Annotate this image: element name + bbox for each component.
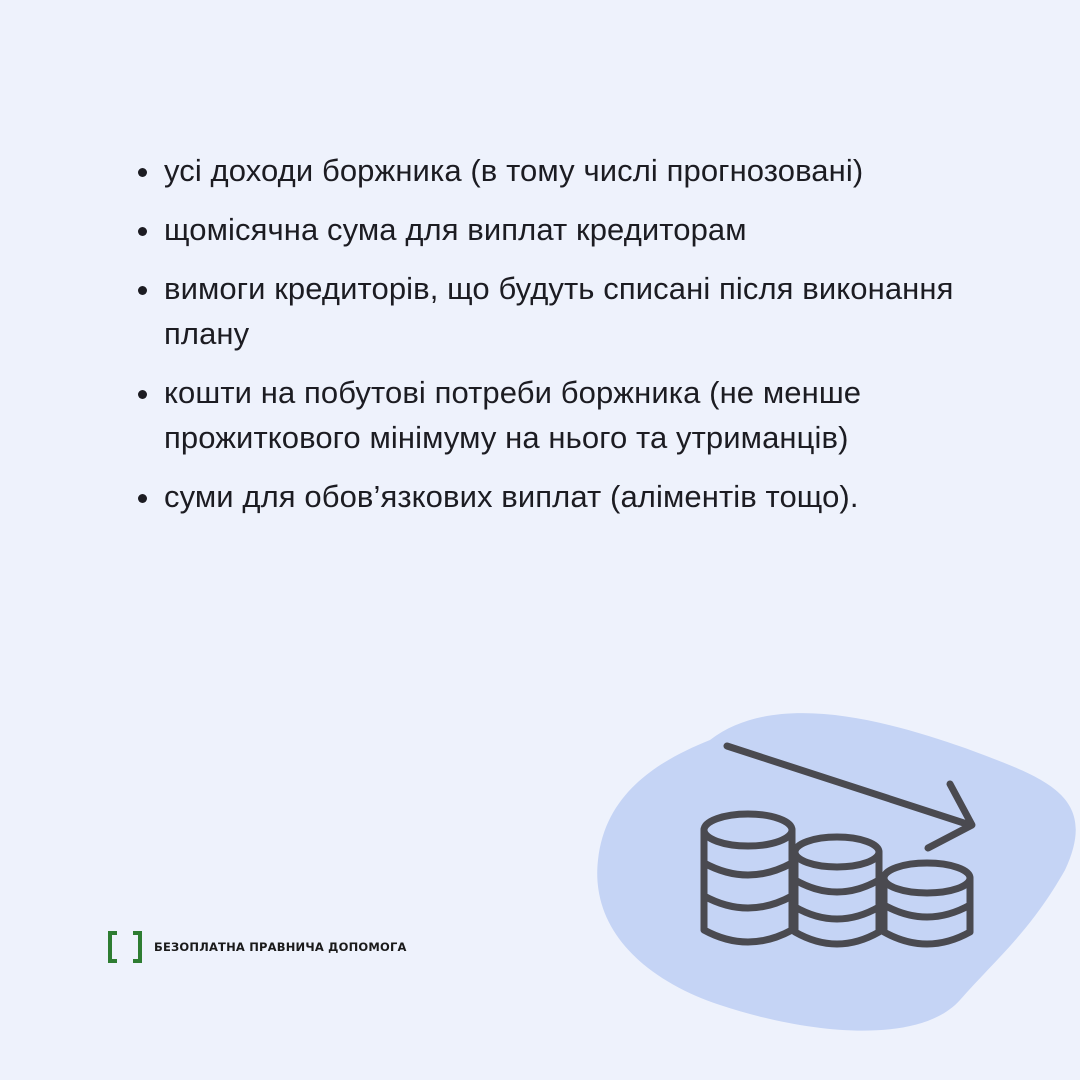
list-item xyxy=(138,148,998,193)
logo-text: БЕЗОПЛАТНА ПРАВНИЧА ДОПОМОГА xyxy=(154,940,407,954)
bullet-dot-icon xyxy=(138,390,147,399)
list-item-text: кошти на побутові потреби боржника (не менше прожиткового мінімуму на нього та утриманців) xyxy=(164,375,862,455)
list-item-text: усі доходи боржника (в тому числі прогнозовані) xyxy=(164,153,864,188)
free-legal-aid-logo xyxy=(108,931,407,963)
bracket-logo-icon xyxy=(108,931,142,963)
list-item xyxy=(138,370,998,460)
list-item xyxy=(138,474,998,519)
list-item xyxy=(138,266,998,356)
bullet-dot-icon xyxy=(138,286,147,295)
list-item-text: щомісячна сума для виплат кредиторам xyxy=(164,212,747,247)
list-item-text: вимоги кредиторів, що будуть списані після виконання плану xyxy=(164,271,954,351)
coins-decreasing-icon xyxy=(590,700,1080,1040)
list-item xyxy=(138,207,998,252)
bullet-dot-icon xyxy=(138,227,147,236)
requirements-list xyxy=(138,148,998,533)
bullet-dot-icon xyxy=(138,168,147,177)
list-item-text: суми для обов’язкових виплат (аліментів тощо). xyxy=(164,479,859,514)
bullet-dot-icon xyxy=(138,494,147,503)
background-blob xyxy=(597,713,1076,1031)
